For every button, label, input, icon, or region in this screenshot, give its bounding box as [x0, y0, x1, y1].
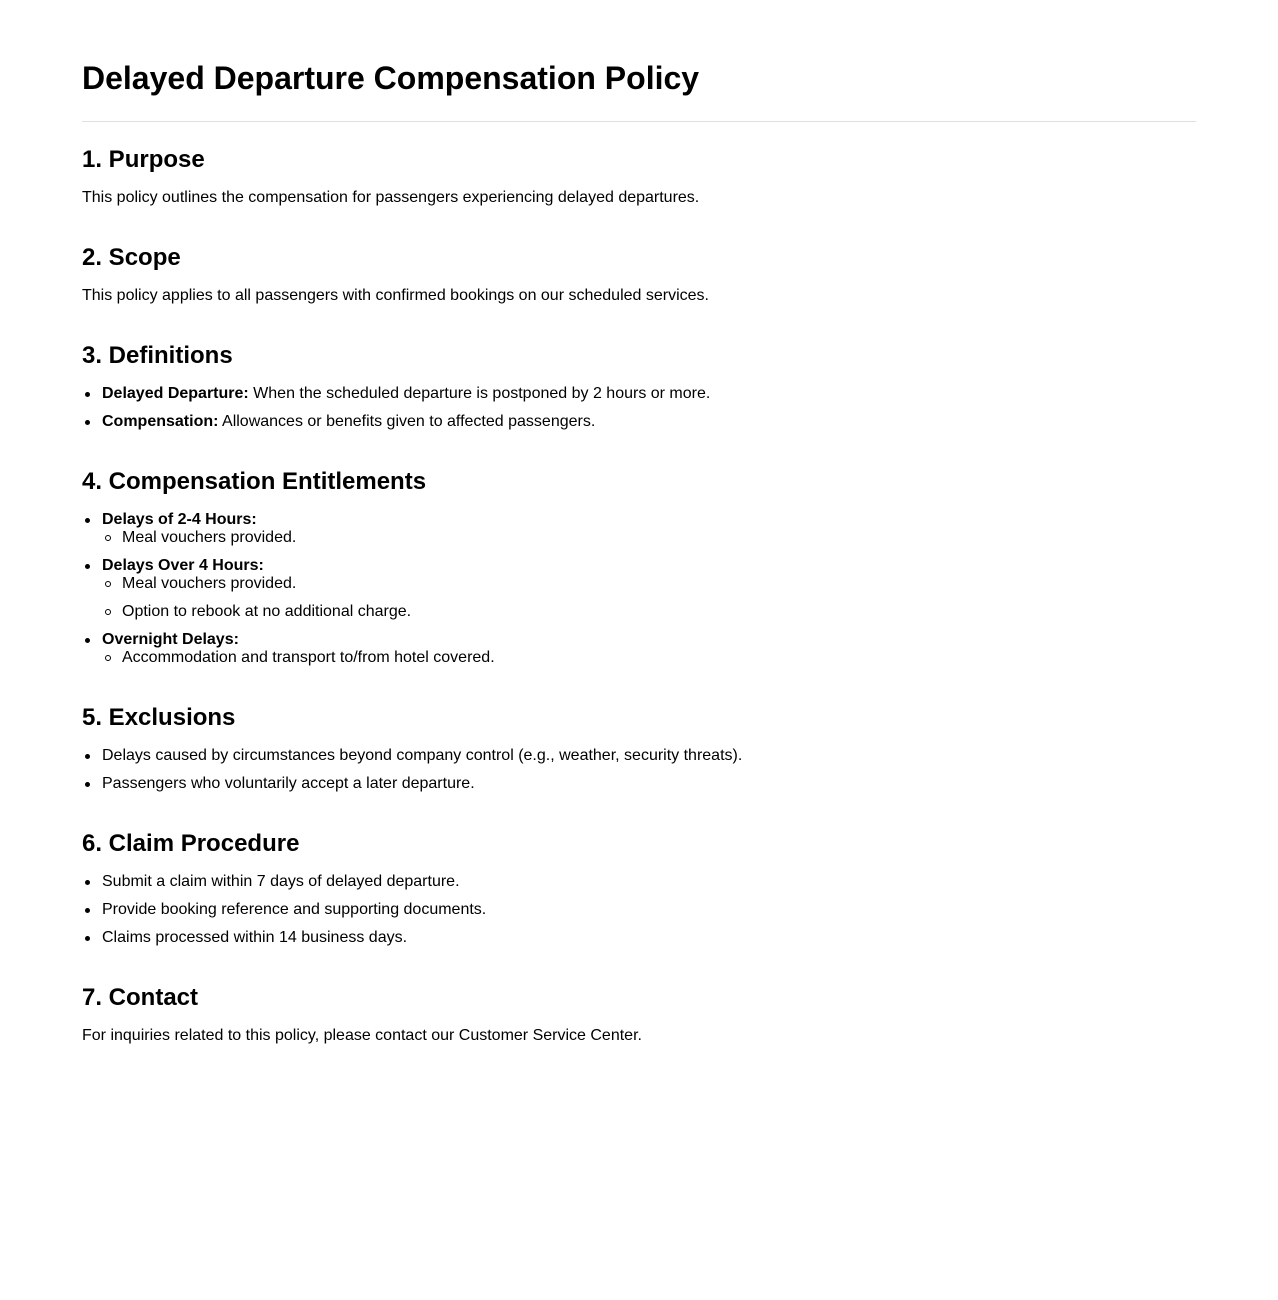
sub-list-item: Accommodation and transport to/from hotel covered. — [82, 649, 495, 667]
entitlements-list — [82, 511, 495, 667]
section-exclusions — [82, 703, 1196, 792]
section-body: For inquiries related to this policy, please contact our Customer Service Center. — [82, 1027, 642, 1044]
section-definitions — [82, 341, 1196, 430]
section-purpose — [82, 145, 1196, 206]
sub-list-item: Meal vouchers provided. — [82, 575, 495, 593]
definition-term: Delayed Departure: — [102, 385, 249, 402]
section-heading: 5. Exclusions — [82, 704, 236, 731]
claim-procedure-list — [82, 873, 486, 947]
section-contact — [82, 983, 1196, 1044]
section-body: This policy outlines the compensation for passengers experiencing delayed departures. — [82, 189, 700, 206]
section-heading: 7. Contact — [82, 984, 199, 1011]
section-entitlements — [82, 467, 1196, 666]
list-item — [82, 557, 495, 575]
list-item: Submit a claim within 7 days of delayed departure. — [82, 873, 486, 891]
list-item: Delays caused by circumstances beyond company control (e.g., weather, security threats). — [82, 747, 742, 765]
definition-text: Allowances or benefits given to affected passengers. — [218, 413, 596, 430]
definition-text: When the scheduled departure is postponed by 2 hours or more. — [248, 385, 711, 402]
definitions-list — [82, 385, 710, 431]
page-title: Delayed Departure Compensation Policy — [82, 60, 700, 96]
section-scope — [82, 243, 1196, 304]
sub-list-item: Option to rebook at no additional charge. — [82, 603, 495, 621]
list-item: Claims processed within 14 business days. — [82, 929, 486, 947]
list-item — [82, 413, 710, 431]
list-item — [82, 385, 710, 403]
section-heading: 2. Scope — [82, 244, 181, 271]
section-heading: 4. Compensation Entitlements — [82, 468, 427, 495]
entitlement-term: Delays Over 4 Hours: — [102, 557, 264, 574]
sub-list-item: Meal vouchers provided. — [82, 529, 495, 547]
section-heading: 1. Purpose — [82, 146, 205, 173]
title-divider — [82, 121, 1196, 122]
section-heading: 3. Definitions — [82, 342, 233, 369]
section-claim-procedure — [82, 829, 1196, 946]
definition-term: Compensation: — [102, 413, 219, 430]
list-item: Provide booking reference and supporting documents. — [82, 901, 486, 919]
section-heading: 6. Claim Procedure — [82, 830, 300, 857]
section-body: This policy applies to all passengers with confirmed bookings on our scheduled services. — [82, 287, 709, 304]
entitlement-term: Overnight Delays: — [102, 631, 239, 648]
list-item — [82, 511, 495, 529]
exclusions-list — [82, 747, 742, 793]
list-item: Passengers who voluntarily accept a later departure. — [82, 775, 742, 793]
list-item — [82, 631, 495, 649]
entitlement-term: Delays of 2-4 Hours: — [102, 511, 257, 528]
